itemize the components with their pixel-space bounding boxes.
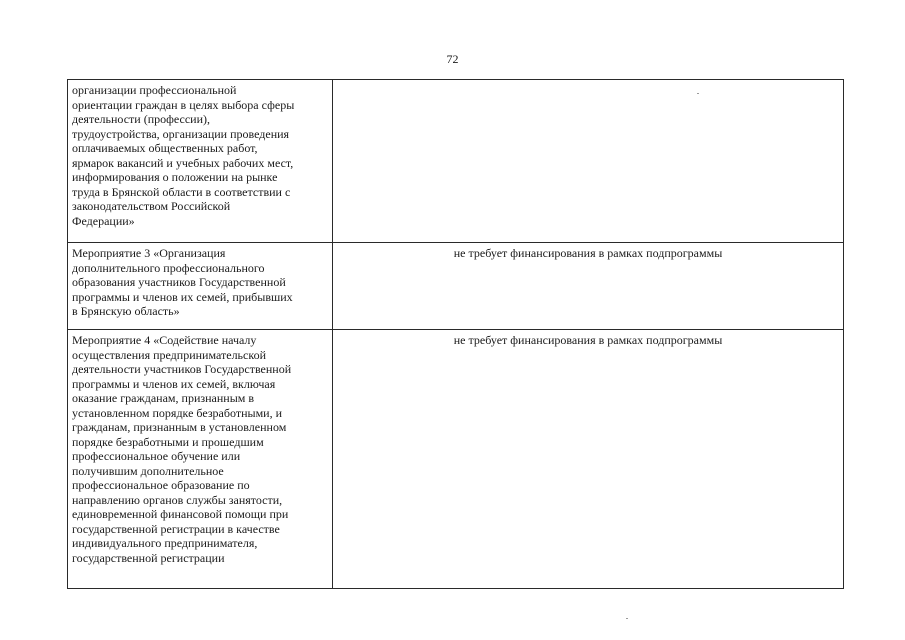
text-line: ориентации граждан в целях выбора сферы [72,97,295,112]
financing-cell [333,80,844,243]
scan-speck [626,618,628,619]
text-line: гражданам, признанным в установленном [72,420,287,434]
table-row [68,330,844,589]
text-line: дополнительного профессионального [72,260,265,275]
financing-cell [333,243,844,330]
text-line: деятельности (профессии), [72,112,211,126]
text-line: индивидуального предпринимателя, [72,536,258,550]
activity-description-cell [68,243,333,330]
activity-description-cell [68,330,333,589]
text-line: установленном порядке безработными, и [72,405,282,420]
text-line: информирования о положении на рынке [72,170,278,184]
scan-speck [697,93,699,94]
table-row [68,243,844,330]
text-line: деятельности участников Государственной [72,362,292,376]
text-line: государственной регистрации в качестве [72,521,280,536]
table-row [68,80,844,243]
text-line: направлению органов службы занятости, [72,492,283,507]
text-line: программы и членов их семей, включая [72,376,276,391]
text-line: Федерации» [72,213,135,228]
text-line: Мероприятие 4 «Содействие началу [72,333,257,347]
text-line: порядке безработными и прошедшим [72,434,264,449]
text-line: законодательством Российской [72,199,231,213]
program-table [67,79,844,589]
text-line: труда в Брянской области в соответствии с [72,184,291,199]
text-line: образования участников Государственной [72,275,286,289]
text-line: государственной регистрации [72,550,225,565]
text-line: оплачиваемых общественных работ, [72,141,258,155]
financing-cell [333,330,844,589]
text-line: в Брянскую область» [72,304,180,318]
text-line: профессиональное образование по [72,478,250,492]
page-number: 72 [446,52,459,66]
financing-note: не требует финансирования в рамках подпрограммы [453,246,723,260]
text-line: программы и членов их семей, прибывших [72,289,293,304]
text-line: Мероприятие 3 «Организация [72,246,226,260]
text-line: ярмарок вакансий и учебных рабочих мест, [72,155,294,170]
activity-description-cell [68,80,333,243]
text-line: трудоустройства, организации проведения [72,126,290,141]
text-line: единовременной финансовой помощи при [72,507,289,521]
text-line: организации профессиональной [72,83,237,97]
text-line: профессиональное обучение или [72,449,241,463]
text-line: осуществления предпринимательской [72,347,266,362]
text-line: получившим дополнительное [72,463,224,478]
financing-note: не требует финансирования в рамках подпрограммы [453,333,723,347]
text-line: оказание гражданам, признанным в [72,391,255,405]
